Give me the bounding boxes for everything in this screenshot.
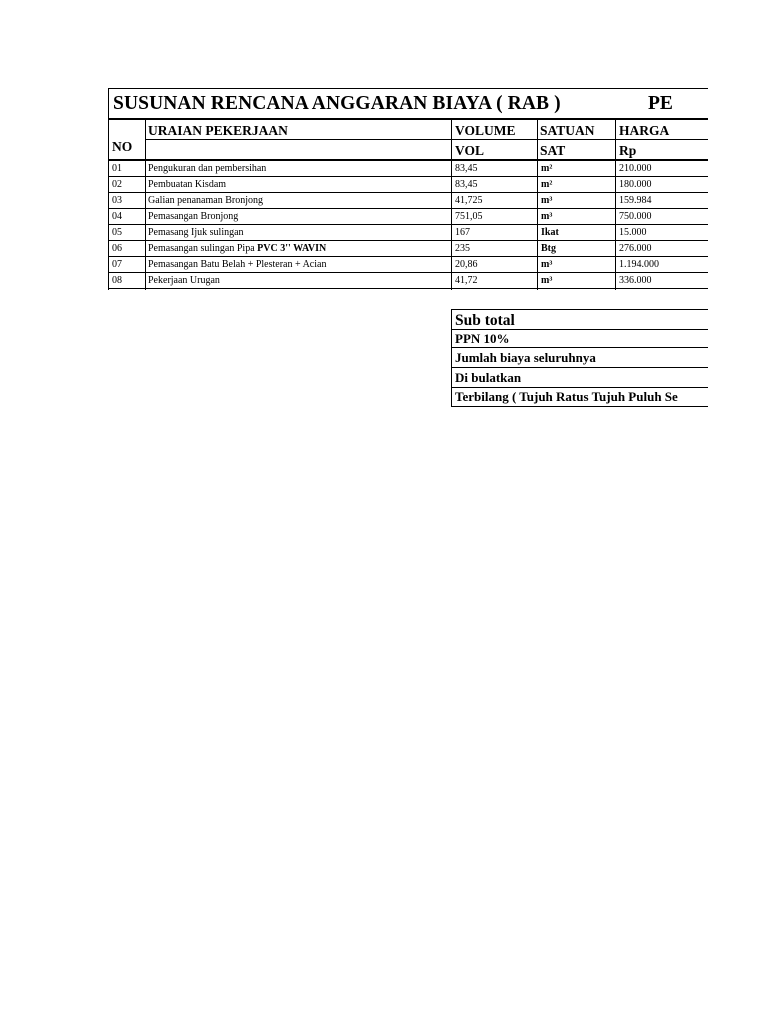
- summary-line-4: [451, 387, 708, 388]
- document-title: SUSUNAN RENCANA ANGGARAN BIAYA ( RAB ): [113, 93, 561, 114]
- col-divider-no: [145, 119, 146, 290]
- header-uraian: URAIAN PEKERJAAN: [148, 123, 288, 138]
- row-uraian: Pekerjaan Urugan: [148, 275, 220, 286]
- summary-subtotal-label: Sub total: [455, 312, 515, 329]
- row-harga: 159.984: [619, 195, 652, 206]
- row-no: 07: [112, 259, 122, 270]
- summary-line-3: [451, 367, 708, 368]
- row-no: 06: [112, 243, 122, 254]
- summary-jumlah-label: Jumlah biaya seluruhnya: [455, 350, 596, 365]
- row-border: [108, 272, 708, 273]
- row-no: 04: [112, 211, 122, 222]
- row-volume: 41,725: [455, 195, 483, 206]
- row-volume: 167: [455, 227, 470, 238]
- row-uraian-bold-text: PVC 3'' WAVIN: [257, 243, 327, 254]
- header-rp: Rp: [619, 143, 637, 158]
- table-top-border: [108, 88, 708, 89]
- row-uraian: Pembuatan Kisdam: [148, 179, 227, 190]
- row-volume: 235: [455, 243, 470, 254]
- summary-line-2: [451, 347, 708, 348]
- document-title-right: PE: [648, 93, 673, 114]
- row-harga: 15.000: [619, 227, 647, 238]
- row-uraian: Galian penanaman Bronjong: [148, 195, 263, 206]
- summary-bulatkan-label: Di bulatkan: [455, 370, 522, 385]
- row-uraian: Pengukuran dan pembersihan: [148, 163, 267, 174]
- row-no: 05: [112, 227, 122, 238]
- row-border: [108, 192, 708, 193]
- summary-top-border: [451, 309, 708, 310]
- header-bottom-border: [108, 159, 708, 161]
- row-satuan: m²: [541, 179, 553, 190]
- row-uraian: Pemasangan Bronjong: [148, 211, 239, 222]
- row-border: [108, 176, 708, 177]
- row-no: 01: [112, 163, 122, 174]
- header-vol: VOL: [455, 143, 484, 158]
- row-border: [108, 256, 708, 257]
- row-uraian-text: Pemasangan sulingan Pipa: [148, 243, 258, 254]
- header-mid-border: [145, 139, 708, 140]
- row-volume: 41,72: [455, 275, 478, 286]
- row-satuan: m³: [541, 275, 553, 286]
- header-sat: SAT: [540, 143, 566, 158]
- summary-left-border: [451, 309, 452, 407]
- col-divider-uraian: [451, 119, 452, 290]
- row-no: 08: [112, 275, 122, 286]
- row-border: [108, 240, 708, 241]
- row-harga: 180.000: [619, 179, 652, 190]
- row-satuan: m³: [541, 259, 553, 270]
- row-uraian: [148, 243, 326, 254]
- row-satuan: m³: [541, 195, 553, 206]
- row-border: [108, 208, 708, 209]
- row-border: [108, 288, 708, 289]
- row-satuan: Ikat: [541, 227, 559, 238]
- row-uraian: Pemasang Ijuk sulingan: [148, 227, 244, 238]
- col-divider-volume: [537, 119, 538, 290]
- row-satuan: m²: [541, 163, 553, 174]
- col-divider-satuan: [615, 119, 616, 290]
- row-harga: 1.194.000: [619, 259, 659, 270]
- row-harga: 276.000: [619, 243, 652, 254]
- header-satuan: SATUAN: [540, 123, 595, 138]
- row-satuan: Btg: [541, 243, 556, 254]
- header-volume: VOLUME: [455, 123, 516, 138]
- row-volume: 751,05: [455, 211, 483, 222]
- summary-bottom-border: [451, 406, 708, 407]
- row-uraian: Pemasangan Batu Belah + Plesteran + Acian: [148, 259, 327, 270]
- table-left-border: [108, 88, 109, 290]
- row-no: 02: [112, 179, 122, 190]
- summary-ppn-label: PPN 10%: [455, 331, 510, 346]
- row-border: [108, 224, 708, 225]
- row-harga: 336.000: [619, 275, 652, 286]
- summary-terbilang-label: Terbilang ( Tujuh Ratus Tujuh Puluh Se: [455, 389, 678, 404]
- header-top-border: [108, 118, 708, 120]
- row-satuan: m³: [541, 211, 553, 222]
- header-no: NO: [112, 139, 133, 154]
- row-harga: 750.000: [619, 211, 652, 222]
- row-harga: 210.000: [619, 163, 652, 174]
- row-no: 03: [112, 195, 122, 206]
- row-volume: 83,45: [455, 179, 478, 190]
- header-harga: HARGA: [619, 123, 670, 138]
- row-volume: 83,45: [455, 163, 478, 174]
- row-volume: 20,86: [455, 259, 478, 270]
